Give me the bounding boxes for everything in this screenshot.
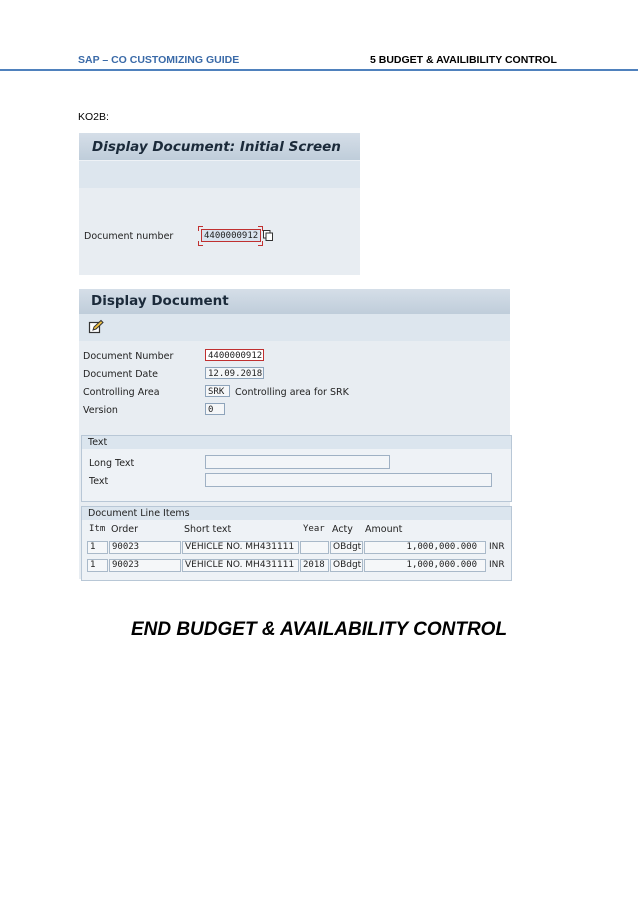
cell-acty[interactable]: OBdgt	[330, 559, 363, 572]
page-header	[0, 0, 638, 75]
header-guide-title: SAP – CO CUSTOMIZING GUIDE	[78, 54, 240, 66]
display-document-title: Display Document	[91, 293, 229, 309]
document-date-field[interactable]: 12.09.2018	[205, 367, 264, 379]
initial-screen-window	[79, 133, 360, 275]
column-header-amount: Amount	[365, 524, 403, 535]
focus-corner	[198, 226, 203, 231]
version-field[interactable]: 0	[205, 403, 225, 415]
text-label: Text	[89, 476, 109, 487]
long-text-label: Long Text	[89, 458, 135, 469]
cell-currency: INR	[489, 560, 505, 570]
controlling-area-label: Controlling Area	[83, 387, 160, 398]
controlling-area-description: Controlling area for SRK	[235, 387, 349, 398]
display-document-window	[79, 289, 510, 579]
cell-order[interactable]: 90023	[109, 541, 181, 554]
text-group	[81, 435, 512, 502]
cell-amount[interactable]: 1,000,000.000	[364, 559, 486, 572]
text-field[interactable]	[205, 473, 492, 487]
header-chapter-title: 5 BUDGET & AVAILIBILITY CONTROL	[370, 54, 557, 66]
line-items-title: Document Line Items	[82, 507, 511, 520]
initial-screen-title: Display Document: Initial Screen	[92, 139, 341, 155]
edit-pencil-icon[interactable]	[88, 319, 104, 335]
column-header-acty: Acty	[332, 524, 353, 535]
cell-currency: INR	[489, 542, 505, 552]
cell-year[interactable]	[300, 541, 329, 554]
line-items-group	[81, 506, 512, 581]
focus-corner	[198, 241, 203, 246]
column-header-itm: Itm	[89, 524, 106, 534]
document-number-field[interactable]: 4400000912	[205, 349, 264, 361]
document-date-label: Document Date	[83, 369, 158, 380]
column-header-order: Order	[111, 524, 138, 535]
cell-short-text[interactable]: VEHICLE NO. MH431111	[182, 541, 299, 554]
cell-short-text[interactable]: VEHICLE NO. MH431111	[182, 559, 299, 572]
section-end-title: END BUDGET & AVAILABILITY CONTROL	[130, 619, 508, 640]
cell-year[interactable]: 2018	[300, 559, 329, 572]
long-text-field[interactable]	[205, 455, 390, 469]
cell-itm[interactable]: 1	[87, 559, 108, 572]
text-group-title: Text	[82, 436, 511, 449]
document-number-label: Document Number	[83, 351, 174, 362]
cell-order[interactable]: 90023	[109, 559, 181, 572]
version-label: Version	[83, 405, 118, 416]
cell-itm[interactable]: 1	[87, 541, 108, 554]
document-number-input[interactable]: 4400000912	[201, 229, 261, 242]
header-divider	[0, 69, 638, 71]
copy-icon[interactable]	[263, 230, 273, 241]
column-header-year: Year	[303, 524, 325, 534]
document-number-label: Document number	[84, 231, 174, 242]
display-document-toolbar	[79, 314, 510, 341]
column-header-short-text: Short text	[184, 524, 232, 535]
initial-screen-toolbar	[79, 160, 360, 188]
cell-acty[interactable]: OBdgt	[330, 541, 363, 554]
cell-amount[interactable]: 1,000,000.000	[364, 541, 486, 554]
focus-corner	[258, 241, 263, 246]
transaction-code-label: KO2B:	[78, 111, 109, 123]
controlling-area-field[interactable]: SRK	[205, 385, 230, 397]
